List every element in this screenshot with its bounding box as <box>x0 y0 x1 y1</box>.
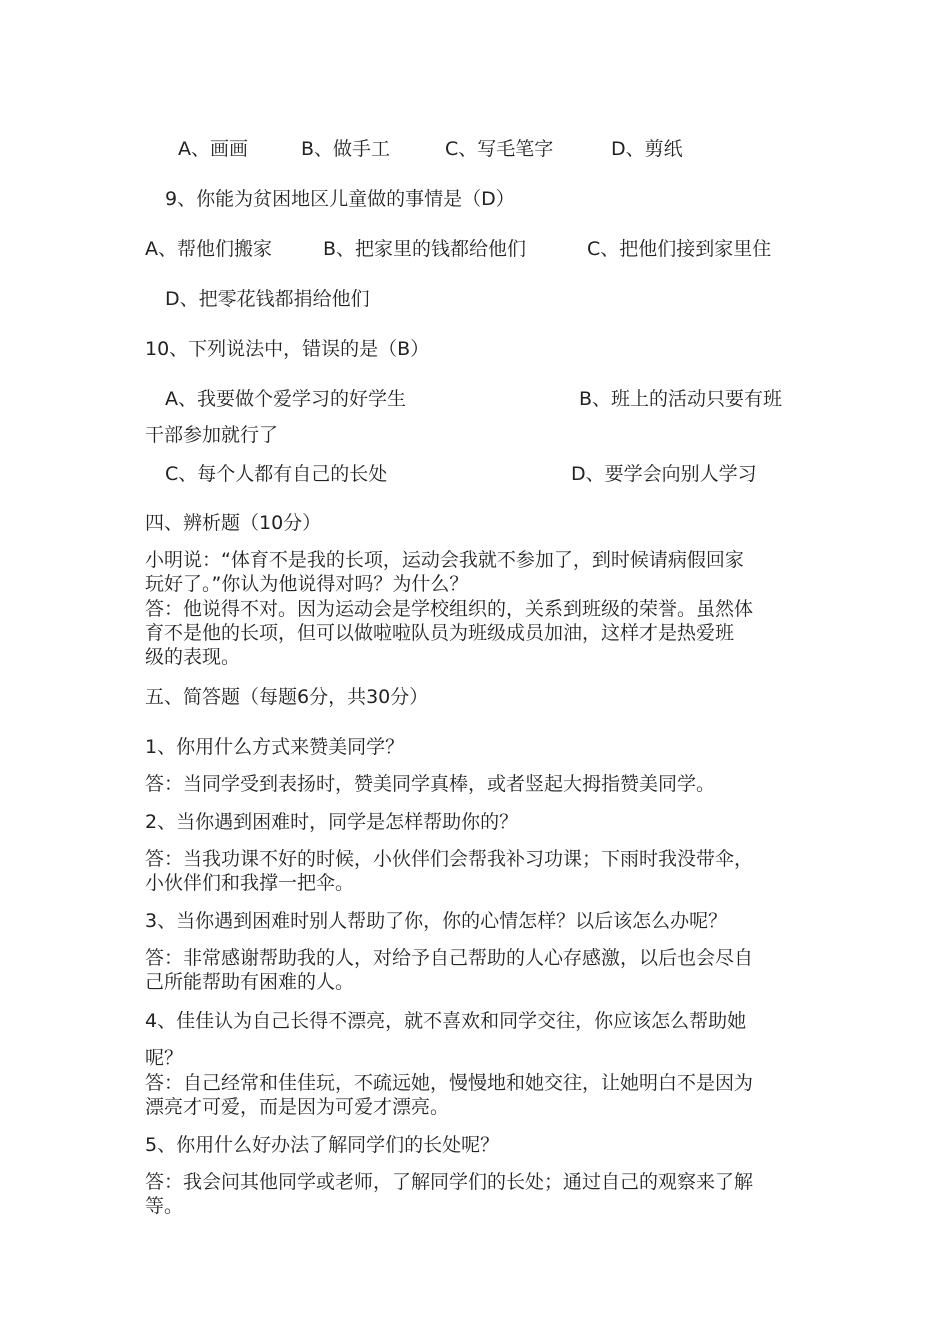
q9-option-d: D、把零花钱都捐给他们 <box>165 288 370 310</box>
q9-option-a: A、帮他们搬家 <box>145 238 272 260</box>
q9-stem: 9、你能为贫困地区儿童做的事情是（D） <box>165 188 515 210</box>
q8-option-a: A、画画 <box>178 138 248 160</box>
q9-option-c: C、把他们接到家里住 <box>587 238 772 260</box>
section4-heading: 四、辨析题（10分） <box>145 512 322 534</box>
section5-q5: 5、你用什么好办法了解同学们的长处呢？ <box>145 1134 500 1156</box>
section5-a3-line: 己所能帮助有困难的人。 <box>145 971 355 993</box>
section5-a1: 答：当同学受到表扬时，赞美同学真棒，或者竖起大拇指赞美同学。 <box>145 773 716 795</box>
section4-question-line: 小明说：“体育不是我的长项，运动会我就不参加了，到时候请病假回家 <box>145 549 744 571</box>
section5-a4-line: 漂亮才可爱，而是因为可爱才漂亮。 <box>145 1096 450 1118</box>
section5-q4-continued: 呢？ <box>145 1047 184 1069</box>
section4-question-line: 玩好了。”你认为他说得对吗？为什么？ <box>145 573 469 595</box>
q10-stem: 10、下列说法中，错误的是（B） <box>145 338 430 360</box>
section5-a5-line: 等。 <box>145 1195 184 1217</box>
section5-q4: 4、佳佳认为自己长得不漂亮，就不喜欢和同学交往，你应该怎么帮助她 <box>145 1010 747 1032</box>
section4-answer-line: 级的表现。 <box>145 646 241 668</box>
q9-option-b: B、把家里的钱都给他们 <box>323 238 527 260</box>
section4-answer-line: 答：他说得不对。因为运动会是学校组织的，关系到班级的荣誉。虽然体 <box>145 598 754 620</box>
q10-option-b: B、班上的活动只要有班 <box>579 388 783 410</box>
q10-option-a: A、我要做个爱学习的好学生 <box>165 388 406 410</box>
section4-answer <box>145 597 810 669</box>
section5-q2: 2、当你遇到困难时，同学是怎样帮助你的？ <box>145 811 519 833</box>
q8-option-b: B、做手工 <box>301 138 391 160</box>
section5-a3-line: 答：非常感谢帮助我的人，对给予自己帮助的人心存感激，以后也会尽自 <box>145 947 754 969</box>
section5-heading: 五、简答题（每题6分，共30分） <box>145 686 429 708</box>
section5-q3: 3、当你遇到困难时别人帮助了你，你的心情怎样？以后该怎么办呢？ <box>145 910 728 932</box>
section4-question <box>145 548 810 596</box>
section5-a4-line: 答：自己经常和佳佳玩，不疏远她，慢慢地和她交往，让她明白不是因为 <box>145 1072 754 1094</box>
section4-answer-line: 育不是他的长项，但可以做啦啦队员为班级成员加油，这样才是热爱班 <box>145 622 735 644</box>
section5-a2-line: 小伙伴们和我撑一把伞。 <box>145 872 355 894</box>
q10-option-b-continued: 干部参加就行了 <box>145 424 279 446</box>
section5-a5 <box>145 1170 810 1218</box>
section5-a4 <box>145 1071 810 1119</box>
section5-a2-line: 答：当我功课不好的时候，小伙伴们会帮我补习功课；下雨时我没带伞， <box>145 848 754 870</box>
q10-option-c: C、每个人都有自己的长处 <box>165 463 388 485</box>
q8-option-d: D、剪纸 <box>611 138 683 160</box>
q8-option-c: C、写毛笔字 <box>445 138 554 160</box>
q10-option-d: D、要学会向别人学习 <box>571 463 757 485</box>
section5-a5-line: 答：我会问其他同学或老师，了解同学们的长处；通过自己的观察来了解 <box>145 1171 754 1193</box>
section5-a2 <box>145 847 810 895</box>
section5-q1: 1、你用什么方式来赞美同学？ <box>145 736 405 758</box>
section5-a3 <box>145 946 810 994</box>
